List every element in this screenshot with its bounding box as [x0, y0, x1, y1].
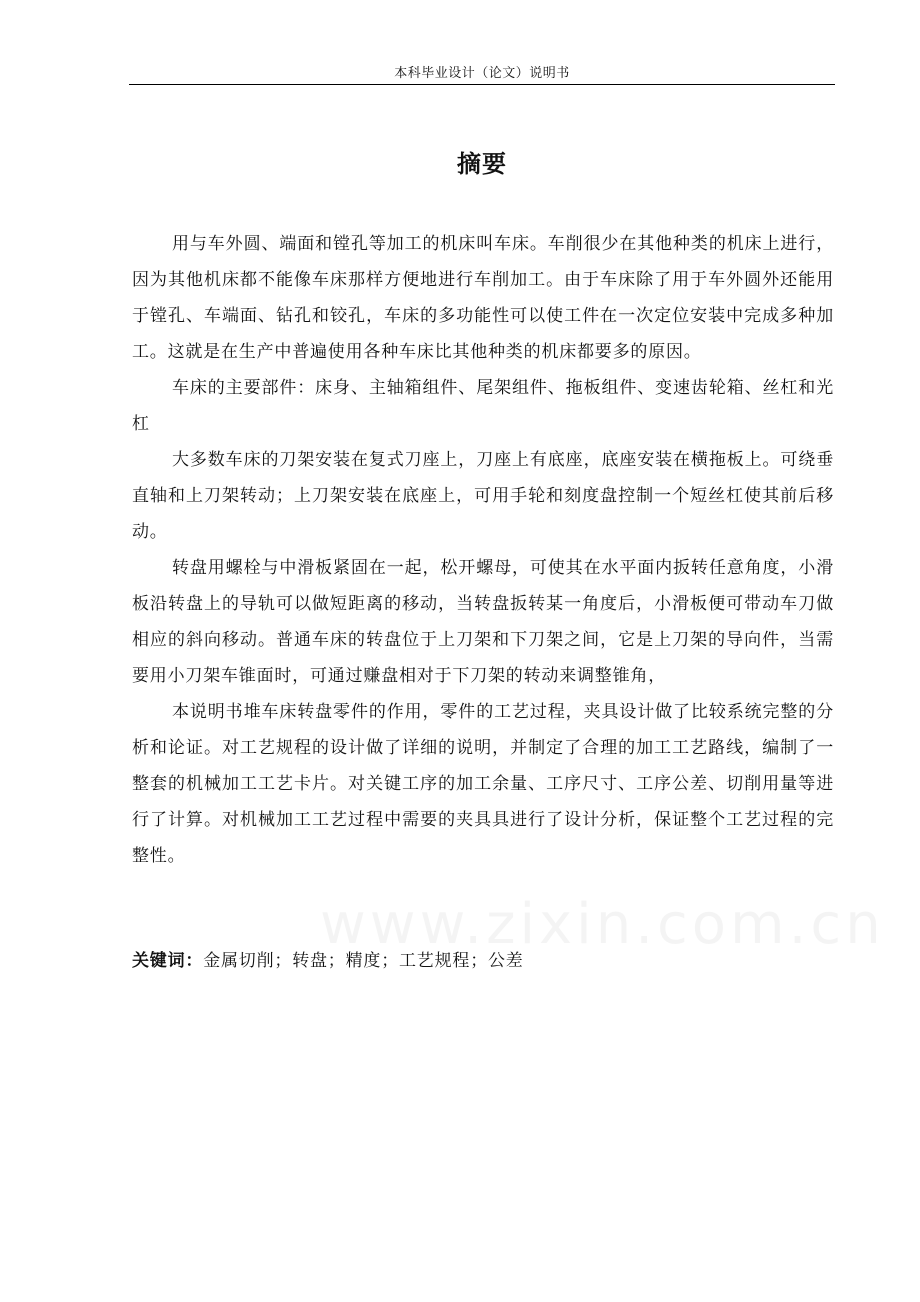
abstract-paragraph: 本说明书堆车床转盘零件的作用，零件的工艺过程，夹具设计做了比较系统完整的分析和论证。对工艺规程的设计做了详细的说明，并制定了合理的加工工艺路线，编制了一整套的机械加工工艺卡片。对关键工序的加工余量、工序尺寸、工序公差、切削用量等进行了计算。对机械加工工艺过程中需要的夹具具进行了设计分析，保证整个工艺过程的完整性。 [132, 702, 834, 866]
abstract-paragraph: 大多数车床的刀架安装在复式刀座上，刀座上有底座，底座安装在横拖板上。可绕垂直轴和上刀架转动；上刀架安装在底座上，可用手轮和刻度盘控制一个短丝杠使其前后移动。 [132, 450, 834, 542]
page-header [129, 64, 835, 85]
abstract-paragraph: 车床的主要部件：床身、主轴箱组件、尾架组件、拖板组件、变速齿轮箱、丝杠和光杠 [132, 378, 834, 434]
abstract-paragraph: 用与车外圆、端面和镗孔等加工的机床叫车床。车削很少在其他种类的机床上进行，因为其他机床都不能像车床那样方便地进行车削加工。由于车床除了用于车外圆外还能用于镗孔、车端面、钻孔和铰孔，车床的多功能性可以使工件在一次定位安装中完成多种加工。这就是在生产中普遍使用各种车床比其他种类的机床都要多的原因。 [132, 234, 834, 362]
abstract-body [132, 226, 834, 874]
page-title: 摘要 [457, 150, 507, 178]
keywords-label: 关键词： [132, 951, 204, 971]
abstract-paragraph: 转盘用螺栓与中滑板紧固在一起，松开螺母，可使其在水平面内扳转任意角度，小滑板沿转盘上的导轨可以做短距离的移动，当转盘扳转某一角度后，小滑板便可带动车刀做相应的斜向移动。普通车床的转盘位于上刀架和下刀架之间，它是上刀架的导向件，当需要用小刀架车锥面时，可通过赚盘相对于下刀架的转动来调整锥角， [132, 558, 834, 686]
keywords-line [132, 946, 524, 976]
header-text: 本科毕业设计（论文）说明书 [394, 66, 570, 81]
keywords-value: 金属切削；转盘；精度；工艺规程；公差 [203, 951, 524, 971]
